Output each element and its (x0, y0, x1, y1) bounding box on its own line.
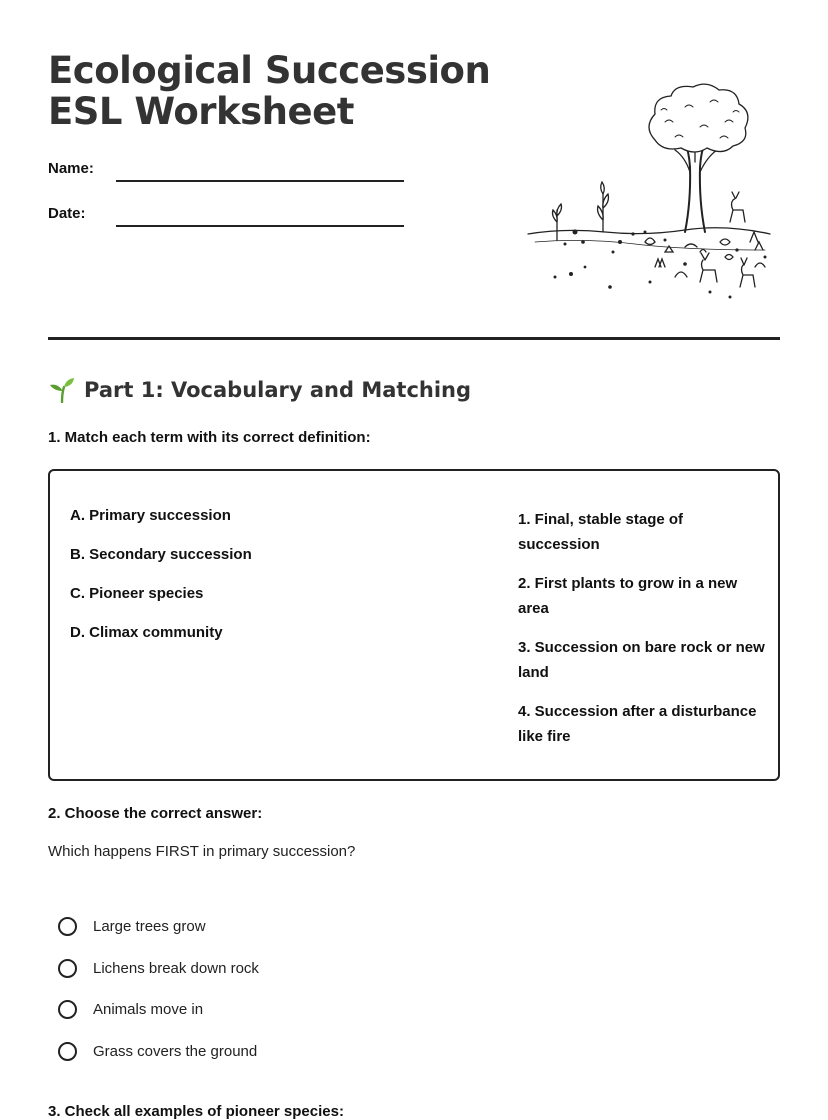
answer-option[interactable] (58, 906, 259, 948)
question-2-text: Which happens FIRST in primary succession? (48, 843, 356, 860)
page-title (48, 50, 490, 132)
definition-item: 2. First plants to grow in a new area (518, 575, 738, 617)
radio-button[interactable] (58, 959, 77, 978)
definition-item: 1. Final, stable stage of succession (518, 511, 684, 553)
option-label: Animals move in (93, 1001, 204, 1019)
title-line-2: ESL Worksheet (48, 90, 354, 133)
term-item: A. Primary succession (70, 507, 231, 524)
date-field[interactable] (116, 225, 404, 227)
answer-options (58, 906, 259, 1072)
part-1-heading (48, 374, 471, 406)
option-label: Grass covers the ground (93, 1042, 258, 1060)
question-1-prompt: 1. Match each term with its correct definition: (48, 429, 371, 446)
date-label: Date: (48, 205, 86, 222)
matching-box (48, 469, 780, 781)
option-label: Large trees grow (93, 918, 206, 936)
section-divider (48, 337, 780, 340)
term-item: B. Secondary succession (70, 546, 252, 563)
definition-item: 3. Succession on bare rock or new land (518, 639, 765, 681)
question-3-prompt: 3. Check all examples of pioneer species: (48, 1103, 344, 1120)
succession-illustration (525, 82, 775, 307)
answer-option[interactable] (58, 1031, 259, 1073)
radio-button[interactable] (58, 1000, 77, 1019)
option-label: Lichens break down rock (93, 959, 259, 977)
terms-column (70, 507, 252, 663)
definitions-column (518, 507, 768, 763)
radio-button[interactable] (58, 917, 77, 936)
name-field[interactable] (116, 180, 404, 182)
answer-option[interactable] (58, 989, 259, 1031)
question-2-prompt: 2. Choose the correct answer: (48, 805, 263, 822)
part-1-title: Part 1: Vocabulary and Matching (84, 378, 472, 402)
seedling-icon (48, 377, 76, 403)
term-item: C. Pioneer species (70, 585, 204, 602)
definition-item: 4. Succession after a disturbance like fire (518, 703, 757, 745)
answer-option[interactable] (58, 948, 259, 990)
title-line-1: Ecological Succession (48, 49, 491, 92)
radio-button[interactable] (58, 1042, 77, 1061)
term-item: D. Climax community (70, 624, 223, 641)
name-label: Name: (48, 160, 94, 177)
